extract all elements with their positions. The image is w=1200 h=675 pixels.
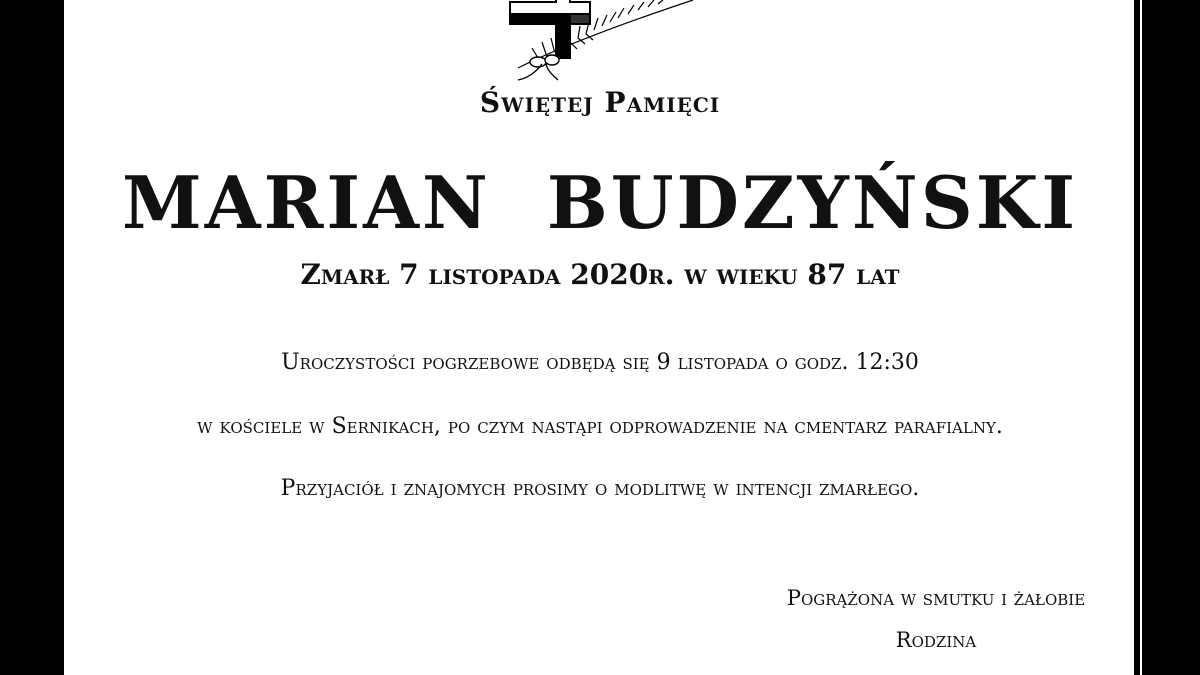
cross-with-palm-icon	[498, 0, 698, 90]
funeral-info-line-1: Uroczystości pogrzebowe odbędą się 9 listopada o godz. 12:30	[281, 350, 919, 375]
deceased-name: MARIAN BUDZYŃSKI	[122, 160, 1078, 245]
ribbon-icon	[518, 55, 559, 80]
memory-heading: Świętej Pamięci	[479, 86, 721, 119]
signature-family: Rodzina	[895, 628, 977, 652]
funeral-info-line-2: w kościele w Sernikach, po czym nastąpi odprowadzenie na cmentarz parafialny.	[197, 414, 1003, 439]
prayer-request-line: Przyjaciół i znajomych prosimy o modlitwę w intencji zmarłego.	[280, 476, 920, 501]
death-date-age: Zmarł 7 listopada 2020r. w wieku 87 lat	[300, 258, 900, 291]
cross-shape	[510, 0, 590, 58]
cross-icon	[498, 0, 698, 90]
signature-line-1: Pogrążona w smutku i żałobie	[786, 586, 1086, 610]
